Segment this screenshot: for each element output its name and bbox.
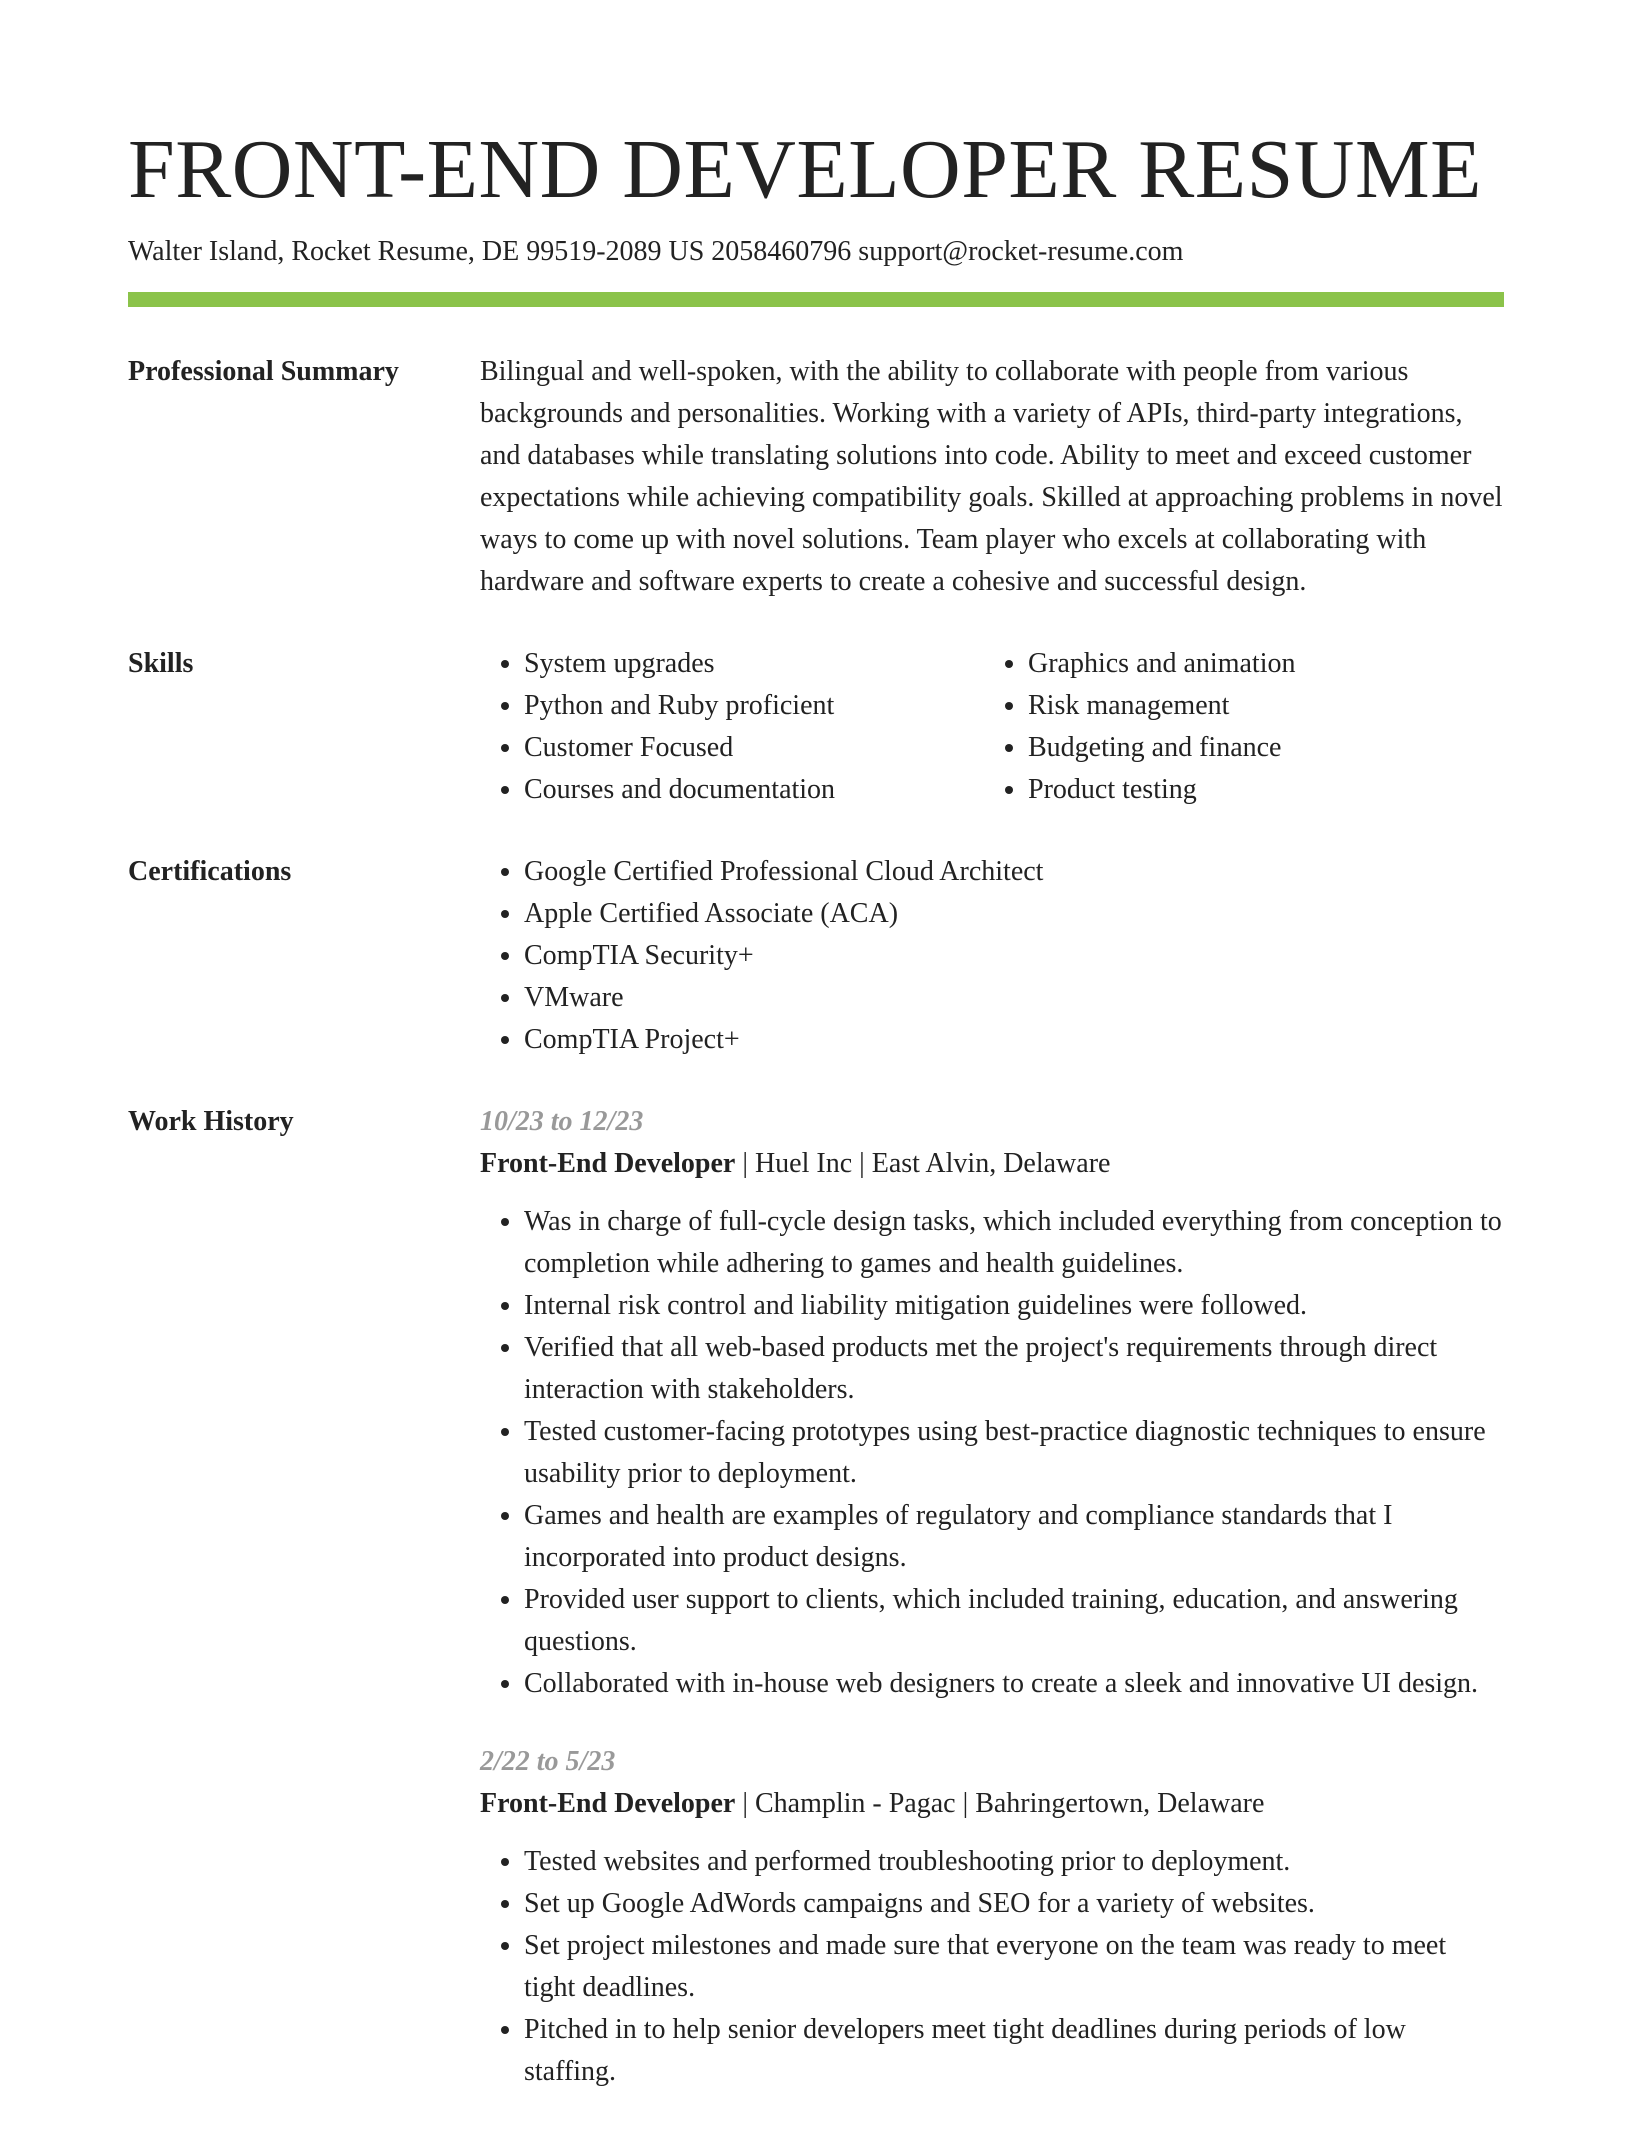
resume-title: FRONT-END DEVELOPER RESUME — [128, 123, 1482, 216]
list-item: • Graphics and animation — [1028, 643, 1488, 685]
list-item: • Was in charge of full-cycle design tasks, which included everything from conception to completion while adhering to games and health guidelines. — [524, 1201, 1504, 1285]
list-item: • Budgeting and finance — [1028, 727, 1488, 769]
job-details: | Champlin - Pagac | Bahringertown, Delaware — [735, 1788, 1265, 1819]
list-item: • Games and health are examples of regulatory and compliance standards that I incorporated into product designs. — [524, 1495, 1504, 1579]
job-heading — [480, 1783, 1504, 1825]
list-item: • Set up Google AdWords campaigns and SEO for a variety of websites. — [524, 1883, 1504, 1925]
skills-body — [480, 643, 1504, 811]
work-history-section — [128, 1101, 1504, 2129]
list-item: • Tested customer-facing prototypes using best-practice diagnostic techniques to ensure usability prior to deployment. — [524, 1411, 1504, 1495]
certifications-body — [480, 851, 1504, 1061]
list-item: • Courses and documentation — [524, 769, 984, 811]
work-history-label: Work History — [128, 1106, 294, 1137]
accent-divider — [128, 292, 1504, 307]
skills-list-right — [984, 643, 1488, 811]
list-item: • Product testing — [1028, 769, 1488, 811]
certifications-label: Certifications — [128, 856, 292, 887]
list-item: • Google Certified Professional Cloud Architect — [524, 851, 1504, 893]
list-item: • Set project milestones and made sure that everyone on the team was ready to meet tight deadlines. — [524, 1925, 1504, 2009]
contact-line: Walter Island, Rocket Resume, DE 99519-2089 US 2058460796 support@rocket-resume.com — [128, 236, 1184, 267]
job-details: | Huel Inc | East Alvin, Delaware — [735, 1148, 1111, 1179]
job-bullets — [480, 1841, 1504, 2093]
job-dates: 2/22 to 5/23 — [480, 1746, 616, 1777]
list-item: • Provided user support to clients, which included training, education, and answering questions. — [524, 1579, 1504, 1663]
list-item: • Tested websites and performed troubleshooting prior to deployment. — [524, 1841, 1504, 1883]
summary-body — [480, 351, 1504, 603]
list-item: • Pitched in to help senior developers meet tight deadlines during periods of low staffing. — [524, 2009, 1504, 2093]
job-dates: 10/23 to 12/23 — [480, 1106, 644, 1137]
job-entry — [480, 1741, 1504, 2093]
list-item: • CompTIA Security+ — [524, 935, 1504, 977]
job-heading — [480, 1143, 1504, 1185]
skills-column-right — [984, 643, 1488, 811]
list-item: • VMware — [524, 977, 1504, 1019]
list-item: • Collaborated with in-house web designers to create a sleek and innovative UI design. — [524, 1663, 1504, 1705]
certifications-section — [128, 851, 1504, 1061]
list-item: • Verified that all web-based products met the project's requirements through direct interaction with stakeholders. — [524, 1327, 1504, 1411]
job-entry — [480, 1101, 1504, 1705]
list-item: • CompTIA Project+ — [524, 1019, 1504, 1061]
job-bullets — [480, 1201, 1504, 1705]
summary-label: Professional Summary — [128, 356, 399, 387]
skills-section — [128, 643, 1504, 811]
summary-section — [128, 351, 1504, 603]
summary-text: Bilingual and well-spoken, with the ability to collaborate with people from various backgrounds and personalities. Working with a variety of APIs, third-party integrations, and databases while translating solutions into code. Ability to meet and exceed customer expectations while achieving compatibility goals. Skilled at approaching problems in novel ways to come up with novel solutions. Team player who excels at collaborating with hardware and software experts to create a cohesive and successful design. — [480, 356, 1503, 597]
list-item: • Apple Certified Associate (ACA) — [524, 893, 1504, 935]
job-title: Front-End Developer — [480, 1148, 736, 1179]
skills-list-left — [480, 643, 984, 811]
list-item: • System upgrades — [524, 643, 984, 685]
list-item: • Customer Focused — [524, 727, 984, 769]
list-item: • Python and Ruby proficient — [524, 685, 984, 727]
skills-label: Skills — [128, 648, 194, 679]
list-item: • Risk management — [1028, 685, 1488, 727]
job-title: Front-End Developer — [480, 1788, 736, 1819]
list-item: • Internal risk control and liability mitigation guidelines were followed. — [524, 1285, 1504, 1327]
work-history-body — [480, 1101, 1504, 2129]
skills-column-left — [480, 643, 984, 811]
certifications-list — [480, 851, 1504, 1061]
